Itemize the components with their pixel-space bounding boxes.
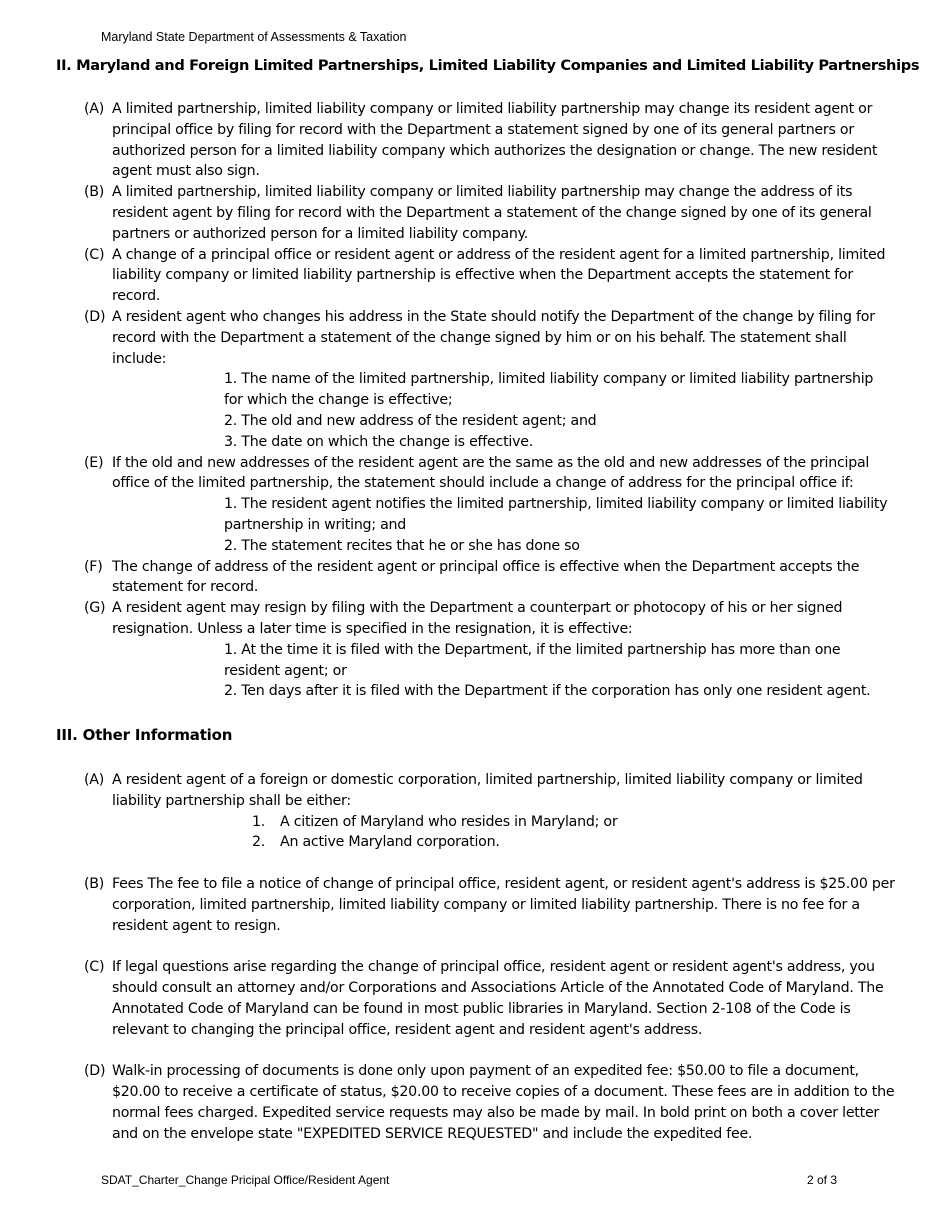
section-3-item-b bbox=[0, 874, 950, 936]
item-letter: (C) bbox=[84, 246, 105, 263]
section-2-item-c bbox=[0, 245, 950, 307]
section-2-list bbox=[0, 99, 950, 702]
item-text: A resident agent of a foreign or domestic corporation, limited partnership, limited liability company or limited liability partnership shall be either: bbox=[112, 772, 863, 809]
item-letter: (F) bbox=[84, 558, 103, 575]
item-text: Walk-in processing of documents is done only upon payment of an expedited fee: $50.00 to file a document, $20.00 to receive a certificate of status, $20.00 to receive copies of a document. These fees are in addition to the normal fees charged. Expedited service requests may also be made by mail. In bold print on both a cover letter and on the envelope state "EXPEDITED SERVICE REQUESTED" and include the expedited fee. bbox=[112, 1063, 895, 1142]
item-text: A limited partnership, limited liability company or limited liability partnership may change its resident agent or principal office by filing for record with the Department a statement signed by one of its general partners or authorized person for a limited liability company which authorizes the designation or change. The new resident agent must also sign. bbox=[112, 101, 878, 180]
item-letter: (B) bbox=[84, 875, 105, 892]
spacer bbox=[0, 853, 950, 874]
section-2-item-e bbox=[0, 453, 950, 495]
footer-page-number: 2 of 3 bbox=[807, 1173, 838, 1187]
item-letter: (G) bbox=[84, 600, 106, 617]
sub-item-text: A citizen of Maryland who resides in Maryland; or bbox=[280, 813, 618, 830]
section-2-item-b bbox=[0, 182, 950, 244]
item-letter: (D) bbox=[84, 1063, 106, 1080]
item-letter: (C) bbox=[84, 959, 105, 976]
item-letter: (E) bbox=[84, 454, 104, 471]
sub-item-number: 1. bbox=[252, 813, 266, 830]
section-2-item-d bbox=[0, 307, 950, 369]
numbered-sub-item bbox=[252, 812, 892, 833]
item-text: A resident agent who changes his address in the State should notify the Department of the change by filing for record with the Department a statement of the change signed by him or on his behalf. The statement shall include: bbox=[112, 308, 875, 367]
sub-item: 1. The name of the limited partnership, limited liability company or limited liability partnership for which the change is effective; bbox=[224, 371, 874, 409]
numbered-sub-item bbox=[252, 832, 892, 853]
item-text: The change of address of the resident agent or principal office is effective when the Department accepts the statement for record. bbox=[112, 558, 860, 596]
sub-item: 2. The statement recites that he or she has done so bbox=[224, 537, 580, 554]
section-2-item-f bbox=[0, 557, 950, 599]
spacer bbox=[0, 1040, 950, 1061]
item-letter: (B) bbox=[84, 184, 105, 201]
section-2-item-a bbox=[0, 99, 950, 182]
section-3-item-d bbox=[0, 1061, 950, 1144]
item-text: If the old and new addresses of the resident agent are the same as the old and new addresses of the principal office of the limited partnership, the statement should include a change of address for the principal office if: bbox=[112, 454, 870, 492]
footer-document-name: SDAT_Charter_Change Pricipal Office/Resident Agent bbox=[101, 1173, 390, 1187]
sub-item: 1. At the time it is filed with the Department, if the limited partnership has more than one resident agent; or bbox=[224, 641, 841, 679]
sub-item: 2. Ten days after it is filed with the Department if the corporation has only one resident agent. bbox=[224, 683, 871, 700]
section-3-list bbox=[0, 770, 950, 1144]
section-3-title: III. Other Information bbox=[56, 726, 233, 744]
item-text: Fees The fee to file a notice of change of principal office, resident agent, or resident agent's address is $25.00 per corporation, limited partnership, limited liability company or limited liability partnership. There is no fee for a resident agent to resign. bbox=[112, 875, 895, 934]
section-3-item-c bbox=[0, 957, 950, 1040]
header-agency-name: Maryland State Department of Assessments & Taxation bbox=[101, 30, 407, 44]
sub-item-number: 2. bbox=[252, 834, 266, 851]
section-3-item-a bbox=[0, 770, 950, 812]
item-letter: (A) bbox=[84, 101, 105, 117]
item-text: A change of a principal office or resident agent or address of the resident agent for a limited partnership, limited liability company or limited liability partnership is effective when the Department accepts the statement for record. bbox=[112, 246, 886, 305]
sub-item-text: An active Maryland corporation. bbox=[280, 834, 500, 851]
item-text: A limited partnership, limited liability company or limited liability partnership may change the address of its resident agent by filing for record with the Department a statement of the change signed by one of its general partners or authorized person for a limited liability company. bbox=[112, 184, 872, 242]
sub-item: 2. The old and new address of the resident agent; and bbox=[224, 412, 597, 429]
section-2-item-g bbox=[0, 598, 950, 640]
sub-item: 1. The resident agent notifies the limited partnership, limited liability company or limited liability partnership in writing; and bbox=[224, 496, 888, 533]
spacer bbox=[0, 936, 950, 957]
section-2-title: II. Maryland and Foreign Limited Partnerships, Limited Liability Companies and Limited Liability Partnerships bbox=[56, 57, 920, 74]
item-text: If legal questions arise regarding the change of principal office, resident agent or resident agent's address, you should consult an attorney and/or Corporations and Associations Article of the Annotated Code of Maryland. The Annotated Code of Maryland can be found in most public libraries in Maryland. Section 2-108 of the Code is relevant to changing the principal office, resident agent and resident agent's address. bbox=[112, 959, 884, 1038]
item-text: A resident agent may resign by filing with the Department a counterpart or photocopy of his or her signed resignation. Unless a later time is specified in the resignation, it is effective: bbox=[112, 600, 843, 637]
sub-item: 3. The date on which the change is effective. bbox=[224, 433, 533, 450]
item-letter: (A) bbox=[84, 772, 105, 788]
item-letter: (D) bbox=[84, 308, 106, 325]
